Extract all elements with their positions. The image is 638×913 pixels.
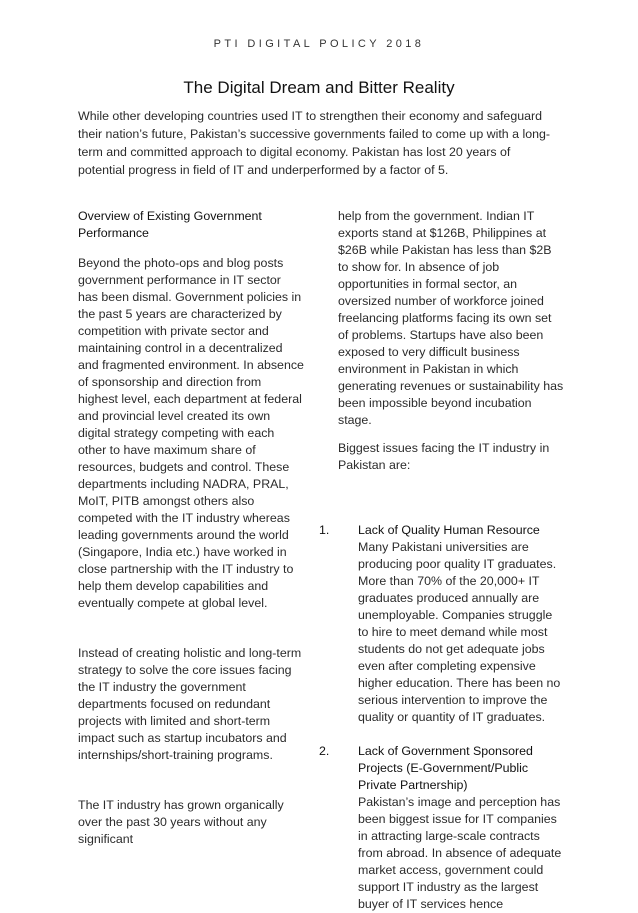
intro-paragraph: While other developing countries used IT to strengthen their economy and safeguard their nation’s future, Pakistan’s successive governments failed to come up with a long-term and committed approach to digital economy. Pakistan has lost 20 years of potential progress in field of IT and underperformed by a factor of 5.	[78, 109, 551, 177]
left-paragraph-2: Instead of creating holistic and long-term strategy to solve the core issues facing the IT industry the government departments focused on redundant projects with limited and short-term impact such as startup incubators and internships/short-training programs.	[78, 646, 302, 762]
section-heading: Overview of Existing Government Performance	[78, 209, 262, 240]
issue-body: Many Pakistani universities are producing poor quality IT graduates. More than 70% of the 20,000+ IT graduates produced annually are unemployable. Companies struggle to hire to meet demand while most students do not get adequate jobs even after completing expensive higher education. There has been no serious intervention to improve the quality or quantity of IT graduates.	[358, 540, 561, 724]
right-column	[319, 208, 564, 913]
issue-number: 1.	[319, 523, 330, 537]
issue-item	[319, 743, 564, 913]
left-paragraph-1: Beyond the photo-ops and blog posts government performance in IT sector has been dismal. Government policies in the past 5 years are characterized by competition with private sector and maintaining control in a decentralized and fragmented environment. In absence of sponsorship and direction from highest level, each department at federal and provincial level created its own digital strategy competing with each other to have maximum share of resources, budgets and control. These departments including NADRA, PRAL, MoIT, PITB amongst others also competed with the IT industry whereas leading governments around the world (Singapore, India etc.) have worked in close partnership with the IT industry to help them develop capabilities and eventually compete at global level.	[78, 256, 304, 610]
issue-heading: Lack of Quality Human Resource	[358, 523, 540, 537]
issue-heading: Lack of Government Sponsored Projects (E-Government/Public Private Partnership)	[358, 744, 533, 792]
issue-body: Pakistan’s image and perception has been biggest issue for IT companies in attracting large-scale contracts from abroad. In absence of adequate market access, government could support IT industry as the largest buyer of IT services hence	[358, 795, 562, 911]
right-paragraph-2: Biggest issues facing the IT industry in Pakistan are:	[338, 441, 550, 472]
issue-number: 2.	[319, 744, 330, 758]
right-paragraph-1: help from the government. Indian IT exports stand at $126B, Philippines at $26B while Pakistan has less than $2B to show for. In absence of job opportunities in formal sector, an oversized number of workforce joined freelancing platforms facing its own set of problems. Startups have also been exposed to very difficult business environment in Pakistan in which generating revenues or sustainability has been impossible beyond incubation stage.	[338, 209, 564, 427]
running-header: PTI DIGITAL POLICY 2018	[213, 38, 425, 50]
left-paragraph-3: The IT industry has grown organically over the past 30 years without any significant	[78, 798, 284, 846]
page-title: The Digital Dream and Bitter Reality	[183, 78, 455, 97]
left-column	[78, 208, 304, 848]
issue-item	[319, 522, 564, 726]
